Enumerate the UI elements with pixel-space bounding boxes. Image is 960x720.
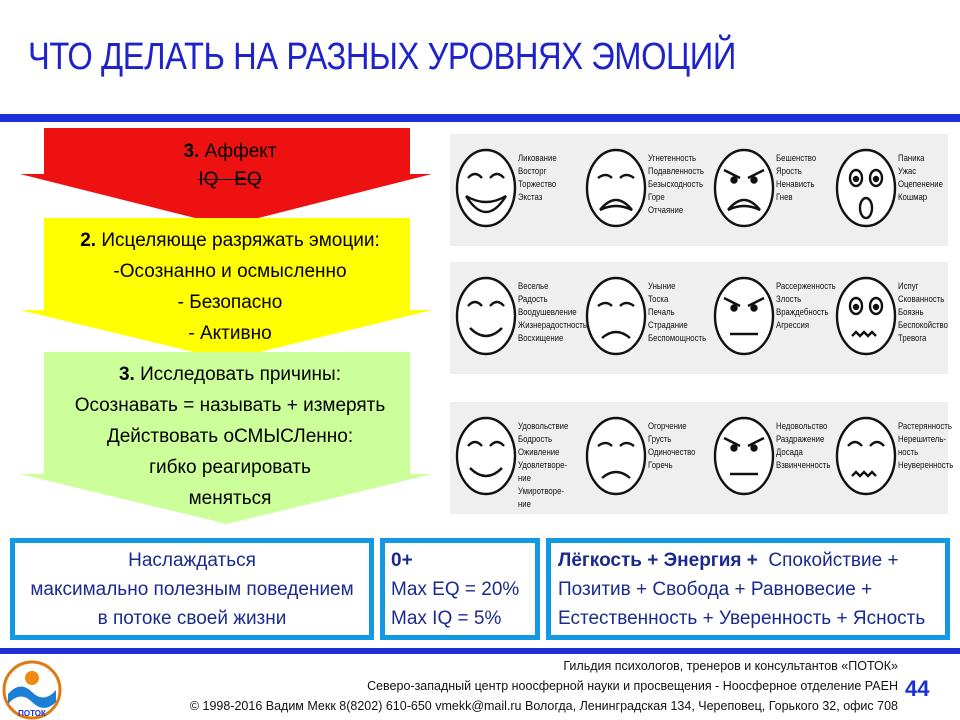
emotion-word: ние [518, 473, 531, 484]
page-number: 44 [905, 676, 930, 701]
page-title: ЧТО ДЕЛАТЬ НА РАЗНЫХ УРОВНЯХ ЭМОЦИЙ [28, 36, 736, 78]
emotion-word: ность [898, 447, 919, 458]
emotion-word: Скованность [898, 294, 945, 305]
emotion-word: Уныние [648, 281, 676, 292]
emotion-words [776, 152, 816, 204]
level-explore-line: меняться [188, 488, 272, 509]
face-panic-icon [834, 146, 898, 230]
emotion-words [648, 420, 695, 472]
emotion-word: Экстаз [518, 192, 543, 203]
level-explore-label: Исследовать причины: [140, 364, 341, 385]
face-annoyed-icon [712, 414, 776, 498]
enjoy-box [10, 538, 374, 640]
emotion-words [518, 152, 557, 204]
enjoy-line: Наслаждаться [128, 550, 256, 571]
emotion-word: Одиночество [648, 447, 696, 458]
emotion-word: Кошмар [898, 192, 928, 203]
emotion-cell [708, 262, 836, 374]
level-discharge-text [40, 225, 420, 349]
level-affect-text [130, 138, 330, 194]
enjoy-line: в потоке своей жизни [97, 608, 287, 629]
emotion-words [776, 420, 830, 472]
enjoy-line: максимально полезным поведением [30, 579, 354, 600]
emotion-word: Горечь [648, 460, 673, 471]
emotion-word: Бешенство [776, 153, 817, 164]
top-divider [0, 114, 960, 122]
emotion-cell [580, 134, 704, 246]
emotion-word: Тревога [898, 333, 927, 344]
bottom-divider [0, 648, 960, 654]
qualities-bold: Лёгкость + Энергия + [558, 550, 758, 571]
emotion-cell [708, 402, 831, 514]
emotion-word: Подавленность [648, 166, 704, 177]
emotion-word: Неуверенность [898, 460, 954, 471]
face-unsure-icon [834, 414, 898, 498]
qualities-box [546, 538, 950, 640]
emotion-word: Радость [518, 294, 548, 305]
emotion-word: Ужас [898, 166, 917, 177]
emotion-word: Беспокойство [898, 320, 948, 331]
emotion-cell [450, 402, 570, 514]
emotion-cell [830, 402, 954, 514]
qualities-line: Естественность + Уверенность + Ясность [558, 608, 926, 629]
emotion-word: Ярость [776, 166, 802, 177]
qualities-rest: Спокойствие + [768, 550, 899, 571]
emotion-word: Бодрость [518, 434, 553, 445]
emotion-word: Гнев [776, 192, 793, 203]
emotion-word: Взвинченность [776, 460, 831, 471]
level-affect-label: Аффект [204, 141, 277, 162]
face-smile-icon [454, 414, 518, 498]
emotion-word: Отчаяние [648, 205, 684, 216]
emotion-words [898, 280, 948, 345]
emotion-word: Огорчение [648, 421, 687, 432]
emotion-word: Восхищение [518, 333, 564, 344]
emotion-word: Оцепенение [898, 179, 943, 190]
face-ecstatic-icon [454, 146, 518, 230]
emotion-row [450, 402, 954, 514]
potok-logo [2, 660, 62, 720]
emotion-row [450, 262, 948, 374]
level-explore-line: Осознавать = называть + измерять [74, 395, 386, 416]
emotion-word: Испуг [898, 281, 919, 292]
level-discharge-line: -Осознанно и осмысленно [113, 261, 347, 282]
level-explore-text [40, 359, 420, 514]
emotion-word: Нерешитель- [898, 434, 946, 445]
emotion-word: Недовольство [776, 421, 828, 432]
emotion-word: Раздражение [776, 434, 825, 445]
emotion-cell [580, 262, 707, 374]
emotion-word: Страдание [648, 320, 688, 331]
emotion-cell [830, 262, 950, 374]
emotion-cell [830, 134, 950, 246]
emotion-cell [708, 134, 828, 246]
emotion-word: Враждебность [776, 307, 829, 318]
emotion-word: Восторг [518, 166, 547, 177]
emotion-word: Безысходность [648, 179, 704, 190]
emotion-word: Злость [776, 294, 802, 305]
level-affect-strike: IQ EQ [198, 169, 262, 190]
emotion-word: Ликование [518, 153, 557, 164]
emotion-word: Торжество [518, 179, 557, 190]
emotion-word: Удовлетворе- [518, 460, 568, 471]
emotion-word: Воодушевление [518, 307, 577, 318]
face-rage-icon [712, 146, 776, 230]
iq-value: Max IQ = 5% [391, 608, 502, 629]
logo-text: ПОТОК [18, 709, 46, 718]
emotion-cell [450, 134, 570, 246]
emotion-word: Паника [898, 153, 925, 164]
emotion-word: Оживление [518, 447, 560, 458]
emotion-words [776, 280, 836, 332]
eq-iq-zero: 0+ [391, 550, 413, 571]
emotion-word: Ненависть [776, 179, 815, 190]
level-explore-line: гибко реагировать [149, 457, 311, 478]
face-upset-icon [584, 414, 648, 498]
emotion-word: Печаль [648, 307, 675, 318]
emotion-word: Умиротворе- [518, 486, 565, 497]
emotion-words [648, 280, 706, 345]
eq-iq-box [380, 538, 540, 640]
emotion-word: ние [518, 499, 531, 510]
level-explore-num: 3. [118, 364, 135, 385]
eq-value: Max EQ = 20% [391, 579, 520, 600]
level-discharge-line: - Безопасно [177, 292, 283, 313]
level-discharge-num: 2. [80, 230, 97, 251]
emotion-words [518, 280, 587, 345]
emotion-word: Растерянность [898, 421, 952, 432]
level-affect-num: 3. [183, 141, 200, 162]
emotion-words [898, 152, 943, 204]
emotion-cell [580, 402, 700, 514]
emotion-word: Досада [776, 447, 803, 458]
emotion-word: Горе [648, 192, 665, 203]
emotion-word: Жизнерадостность [518, 320, 587, 331]
footer-contacts: © 1998-2016 Вадим Мекк 8(8202) 610-650 vmekk@mail.ru Вологда, Ленинградская 134, Череповец, Горького 32, офис 708 [189, 699, 898, 713]
face-despair-icon [584, 146, 648, 230]
emotion-word: Грусть [648, 434, 672, 445]
level-discharge-line: - Активно [188, 323, 272, 344]
emotion-word: Беспомощность [648, 333, 707, 344]
emotion-word: Боязнь [898, 307, 924, 318]
emotion-word: Тоска [648, 294, 669, 305]
footer-guild: Гильдия психологов, тренеров и консультантов «ПОТОК» [563, 659, 898, 673]
face-angry-icon [712, 274, 776, 358]
emotion-word: Агрессия [776, 320, 810, 331]
face-fear-icon [834, 274, 898, 358]
emotion-words [648, 152, 704, 217]
emotion-words [518, 420, 568, 511]
emotion-word: Веселье [518, 281, 549, 292]
footer-center: Северо-западный центр ноосферной науки и просвещения - Ноосферное отделение РАЕН [367, 679, 898, 693]
face-sad-icon [584, 274, 648, 358]
emotion-row [450, 134, 948, 246]
qualities-line: Позитив + Свобода + Равновесие + [558, 579, 873, 600]
face-happy-icon [454, 274, 518, 358]
emotion-cell [450, 262, 587, 374]
emotion-word: Угнетенность [648, 153, 697, 164]
level-explore-line: Действовать оСМЫСЛенно: [106, 426, 354, 447]
emotion-word: Удовольствие [518, 421, 569, 432]
emotion-word: Рассерженность [776, 281, 836, 292]
emotion-words [898, 420, 953, 472]
level-discharge-label: Исцеляюще разряжать эмоции: [101, 230, 380, 251]
